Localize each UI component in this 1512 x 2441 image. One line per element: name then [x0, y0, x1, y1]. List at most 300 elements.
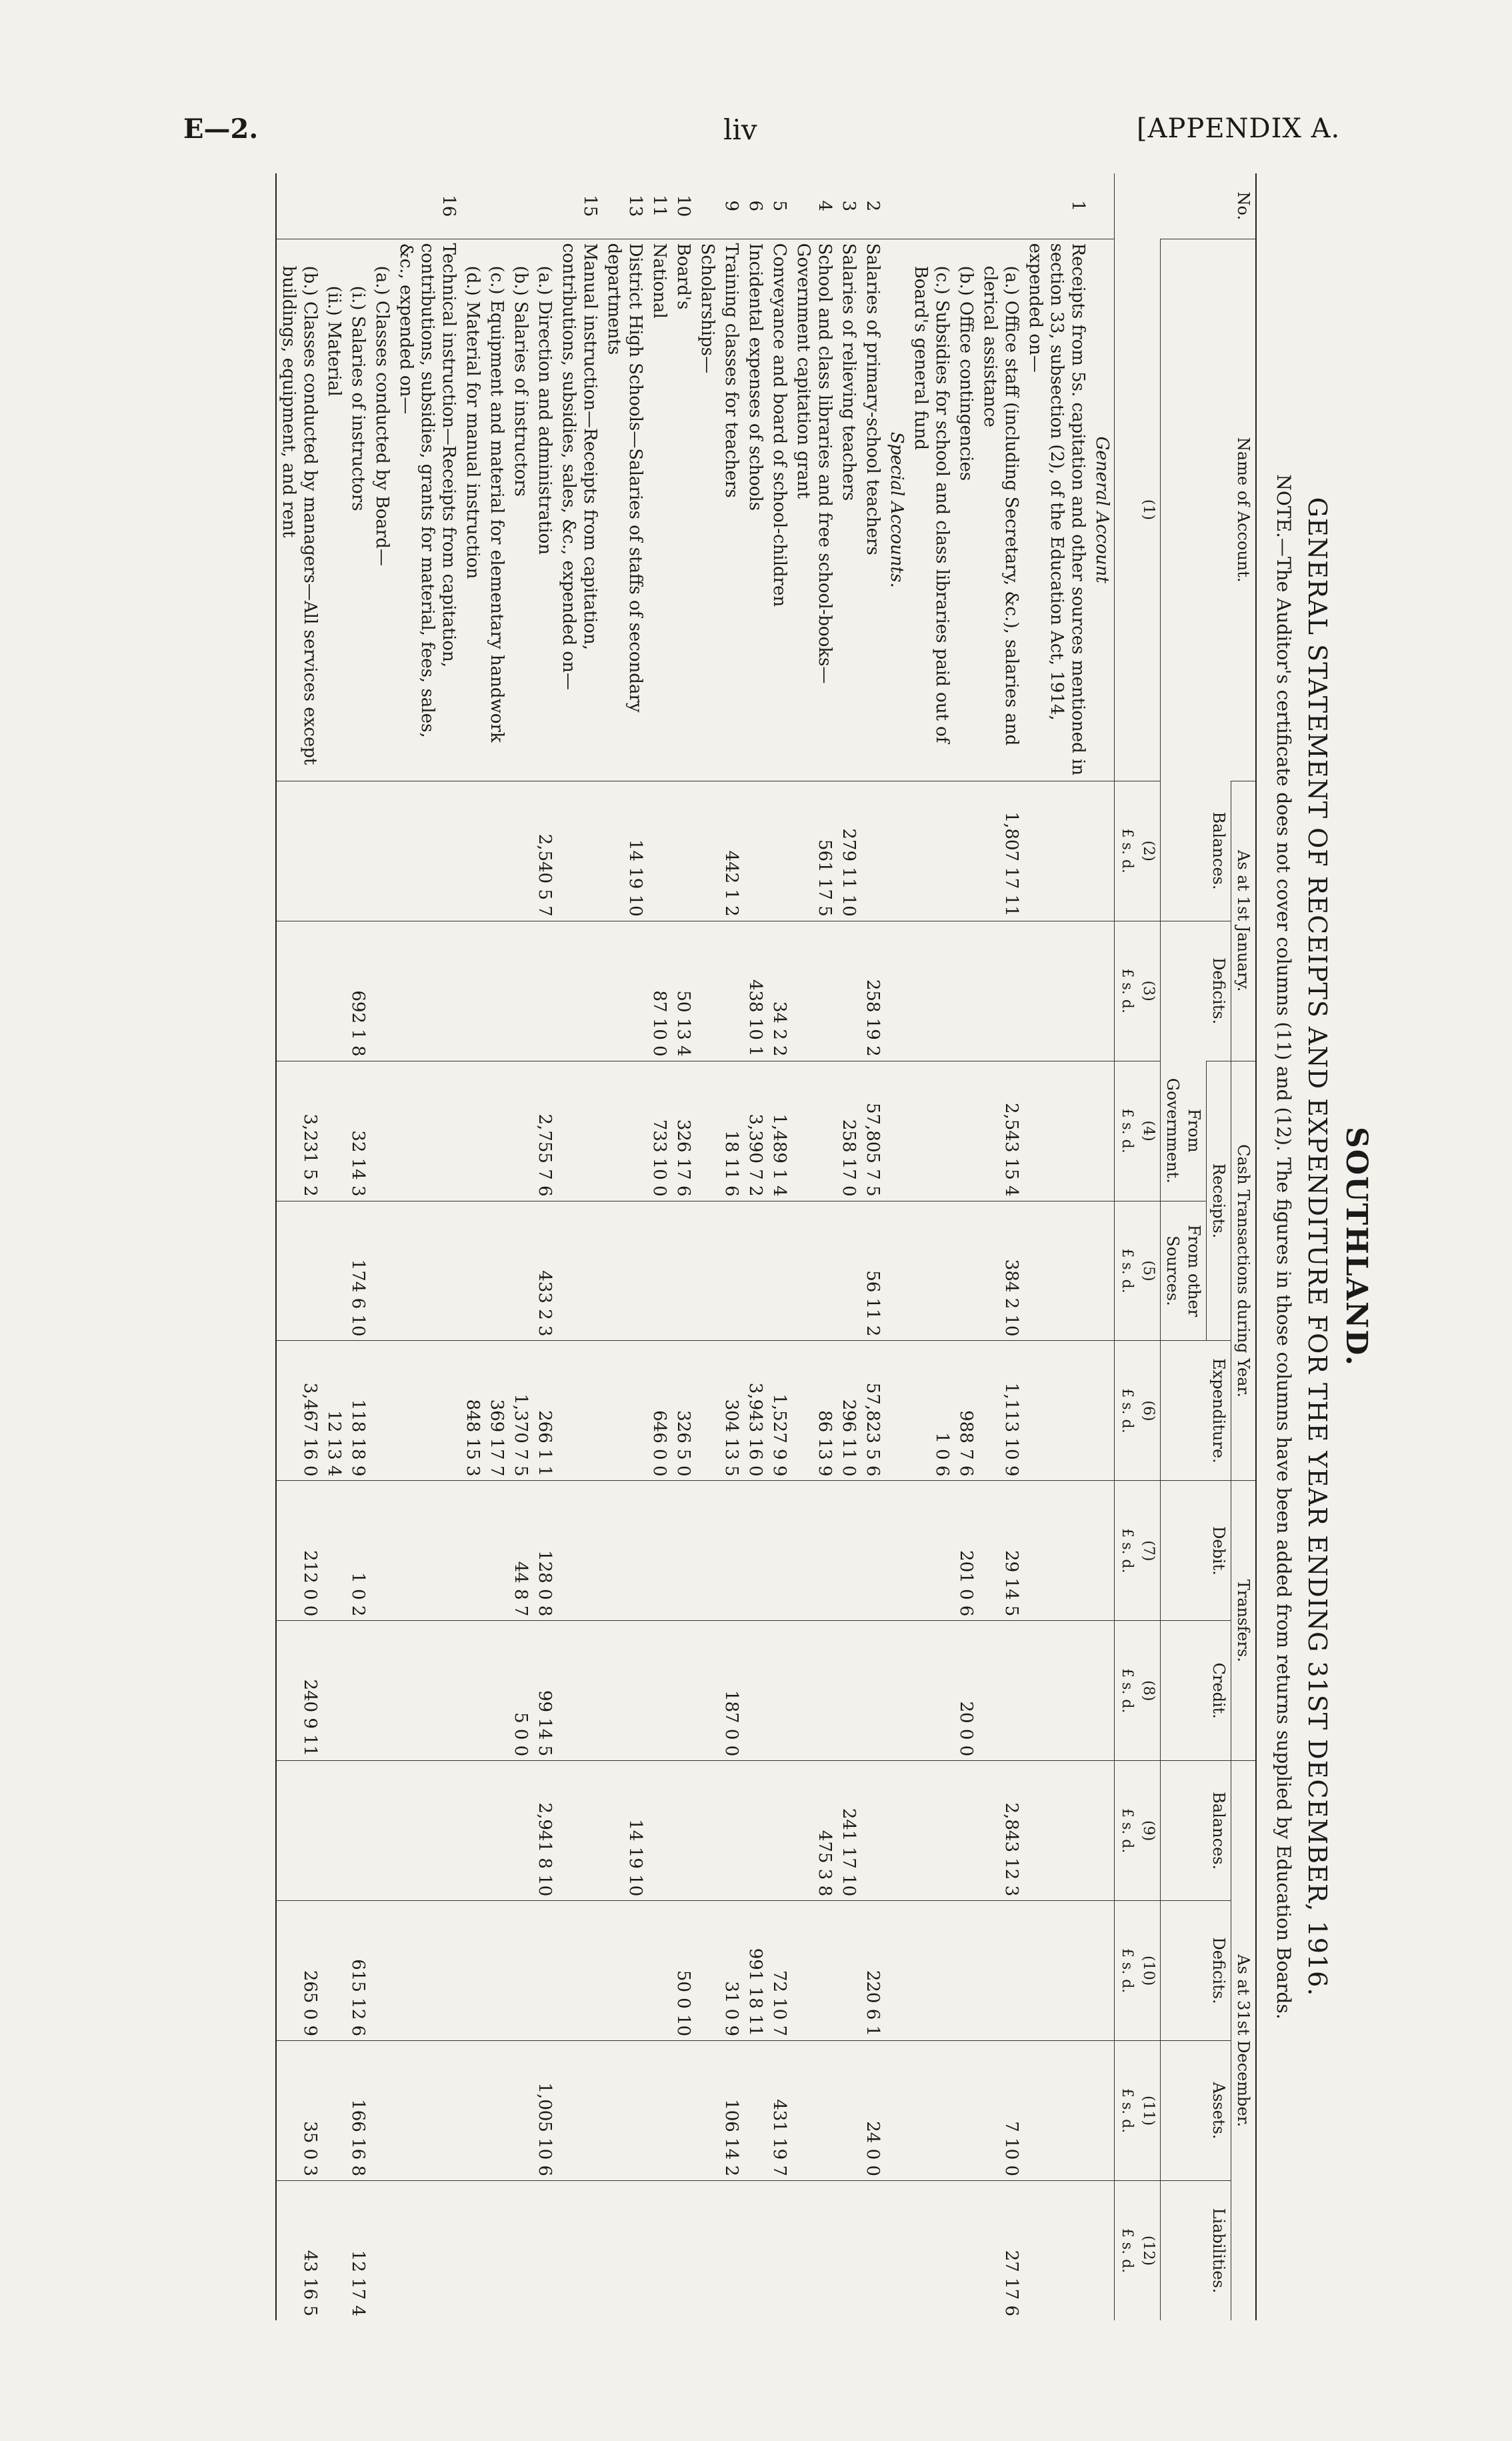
amount-cell: 3,943 16 0: [743, 1341, 767, 1481]
amount-cell: [557, 2041, 602, 2181]
amount-cell: [647, 1901, 671, 2041]
amount-cell: [695, 1621, 719, 1761]
table-row: [509, 173, 533, 2320]
row-number: [533, 173, 557, 239]
amount-cell: 7 10 0: [978, 2041, 1023, 2181]
amount-cell: 241 17 10: [837, 1761, 861, 1901]
amount-cell: 31 0 9: [719, 1901, 743, 2041]
amount-cell: [485, 2180, 509, 2320]
amount-cell: [509, 2041, 533, 2181]
amount-cell: [394, 1901, 461, 2041]
amount-cell: [557, 1621, 602, 1761]
amount-cell: 2,543 15 4: [978, 1061, 1023, 1201]
col-num-11: (11) £ s. d.: [1115, 2041, 1161, 2181]
amount-cell: [322, 2041, 346, 2181]
amount-cell: [322, 1481, 346, 1621]
amount-cell: 692 1 8: [346, 921, 370, 1061]
amount-cell: [767, 1621, 791, 1761]
amount-cell: [276, 1761, 322, 1901]
amount-cell: [767, 1201, 791, 1341]
amount-cell: 118 18 9: [346, 1341, 370, 1481]
amount-cell: [461, 921, 485, 1061]
table-row: [647, 173, 671, 2320]
table-row: [394, 173, 461, 2320]
table-row: [954, 173, 978, 2320]
amount-cell: [557, 921, 602, 1061]
row-number: 15: [580, 195, 600, 217]
account-name: (b.) Salaries of instructors: [509, 239, 533, 781]
amount-cell: 86 13 9: [791, 1341, 837, 1481]
amount-cell: [954, 1201, 978, 1341]
account-name: Receipts from 5s. capitation and other sources mentioned in section 33, subsection (2), of the Education Act, 1914, expended on—: [1023, 239, 1090, 781]
amount-cell: [909, 1481, 954, 1621]
amount-cell: [767, 1481, 791, 1621]
amount-cell: 43 16 5: [276, 2180, 322, 2320]
account-name: School and class libraries and free school-books—Government capitation grant: [791, 239, 837, 781]
col-num-6: (6) £ s. d.: [1115, 1341, 1161, 1481]
amount-cell: 187 0 0: [719, 1621, 743, 1761]
table-row: [322, 173, 346, 2320]
amount-cell: [322, 1901, 346, 2041]
amount-cell: 72 10 7: [767, 1901, 791, 2041]
amount-cell: [461, 1621, 485, 1761]
amount-cell: 24 0 0: [861, 2041, 885, 2181]
amount-cell: [791, 2180, 837, 2320]
amount-cell: [1023, 781, 1090, 921]
amount-cell: [978, 921, 1023, 1061]
col-debit: Debit.: [1161, 1481, 1231, 1621]
amount-cell: 848 15 3: [461, 1341, 485, 1481]
amount-cell: 1,113 10 9: [978, 1341, 1023, 1481]
amount-cell: [1090, 1481, 1115, 1621]
table-row: [461, 173, 485, 2320]
row-number: [1090, 173, 1115, 239]
amount-cell: [1090, 1341, 1115, 1481]
amount-cell: [1023, 2041, 1090, 2181]
amount-cell: [791, 1621, 837, 1761]
amount-cell: [695, 1761, 719, 1901]
row-number: 1: [1068, 200, 1088, 212]
account-name: (a.) Direction and administration: [533, 239, 557, 781]
account-name: Board's: [671, 239, 695, 781]
amount-cell: [719, 2180, 743, 2320]
amount-cell: 1,489 1 4: [767, 1061, 791, 1201]
amount-cell: 3,390 7 2: [743, 1061, 767, 1201]
amount-cell: [1090, 1621, 1115, 1761]
amount-cell: [791, 1481, 837, 1621]
amount-cell: [861, 1621, 885, 1761]
amount-cell: [885, 1621, 909, 1761]
amount-cell: 3,467 16 0: [276, 1341, 322, 1481]
col-from-other: From other Sources.: [1161, 1201, 1207, 1341]
table-row: [276, 173, 322, 2320]
amount-cell: 34 2 2: [767, 921, 791, 1061]
amount-cell: 475 3 8: [791, 1761, 837, 1901]
amount-cell: [695, 1201, 719, 1341]
amount-cell: 615 12 6: [346, 1901, 370, 2041]
amount-cell: [322, 1061, 346, 1201]
amount-cell: [909, 1621, 954, 1761]
amount-cell: [719, 1481, 743, 1621]
amount-cell: 304 13 5: [719, 1341, 743, 1481]
amount-cell: [791, 1201, 837, 1341]
amount-cell: [719, 921, 743, 1061]
amount-cell: [743, 1761, 767, 1901]
amount-cell: [695, 781, 719, 921]
amount-cell: [861, 781, 885, 921]
amount-cell: [276, 781, 322, 921]
amount-cell: [885, 2180, 909, 2320]
amount-cell: [1023, 1341, 1090, 1481]
amount-cell: [954, 1901, 978, 2041]
amount-cell: [743, 1481, 767, 1621]
amount-cell: [346, 1761, 370, 1901]
amount-cell: [1090, 1761, 1115, 1901]
col-balances: Balances.: [1161, 781, 1231, 921]
amount-cell: 57,805 7 5: [861, 1061, 885, 1201]
amount-cell: [837, 2041, 861, 2181]
amount-cell: [671, 2180, 695, 2320]
amount-cell: 561 17 5: [791, 781, 837, 921]
amount-cell: [885, 1901, 909, 2041]
account-name: (c.) Equipment and material for elementary handwork: [485, 239, 509, 781]
amount-cell: [394, 1761, 461, 1901]
amount-cell: [602, 1621, 647, 1761]
amount-cell: 44 8 7: [509, 1481, 533, 1621]
amount-cell: [954, 2041, 978, 2181]
col-balances-dec: Balances.: [1161, 1761, 1231, 1901]
accounts-table: [275, 173, 1257, 2320]
amount-cell: [909, 1901, 954, 2041]
col-from-government: From Government.: [1161, 1061, 1207, 1201]
amount-cell: [461, 1201, 485, 1341]
amount-cell: [370, 781, 394, 921]
amount-cell: 326 17 6: [671, 1061, 695, 1201]
amount-cell: [1090, 1201, 1115, 1341]
amount-cell: [1090, 2180, 1115, 2320]
page-number: liv: [723, 113, 757, 146]
amount-cell: [671, 1201, 695, 1341]
row-number: [322, 173, 346, 239]
amount-cell: 20 0 0: [954, 1621, 978, 1761]
amount-cell: [557, 1341, 602, 1481]
account-name: Training classes for teachers: [719, 239, 743, 781]
amount-cell: 369 17 7: [485, 1341, 509, 1481]
amount-cell: [557, 2180, 602, 2320]
amount-cell: 2,843 12 3: [978, 1761, 1023, 1901]
amount-cell: 50 0 10: [671, 1901, 695, 2041]
amount-cell: [322, 1621, 346, 1761]
amount-cell: [485, 1901, 509, 2041]
amount-cell: 57,823 5 6: [861, 1341, 885, 1481]
table-row: [719, 173, 743, 2320]
amount-cell: [743, 2041, 767, 2181]
amount-cell: [1023, 1201, 1090, 1341]
amount-cell: [557, 1901, 602, 2041]
row-number: 6: [745, 200, 765, 212]
amount-cell: [370, 1621, 394, 1761]
col-assets: Assets.: [1161, 2041, 1231, 2181]
amount-cell: 988 7 6: [954, 1341, 978, 1481]
amount-cell: [837, 1201, 861, 1341]
amount-cell: 1,370 7 5: [509, 1341, 533, 1481]
col-num-5: (5) £ s. d.: [1115, 1201, 1161, 1341]
amount-cell: [394, 1481, 461, 1621]
amount-cell: [557, 781, 602, 921]
amount-cell: [461, 2180, 485, 2320]
amount-cell: 326 5 0: [671, 1341, 695, 1481]
account-name: National: [647, 239, 671, 781]
row-number: [509, 173, 533, 239]
amount-cell: [978, 1901, 1023, 2041]
amount-cell: [743, 1201, 767, 1341]
statement-title: GENERAL STATEMENT OF RECEIPTS AND EXPENDITURE FOR THE YEAR ENDING 31ST DECEMBER, 1916.: [1303, 497, 1332, 1997]
amount-cell: [1023, 1481, 1090, 1621]
amount-cell: [370, 1901, 394, 2041]
amount-cell: 279 11 10: [837, 781, 861, 921]
amount-cell: [743, 1621, 767, 1761]
amount-cell: [533, 1901, 557, 2041]
amount-cell: 174 6 10: [346, 1201, 370, 1341]
amount-cell: [671, 781, 695, 921]
amount-cell: [394, 1341, 461, 1481]
table-row: [1023, 173, 1090, 2320]
account-name: (i.) Salaries of instructors: [346, 239, 370, 781]
amount-cell: [695, 1901, 719, 2041]
account-name: District High Schools—Salaries of staffs of secondary departments: [602, 239, 647, 781]
row-number: 16: [439, 195, 459, 217]
amount-cell: [954, 781, 978, 921]
amount-cell: 27 17 6: [978, 2180, 1023, 2320]
col-num-10: (10) £ s. d.: [1115, 1901, 1161, 2041]
amount-cell: [909, 1061, 954, 1201]
account-name: Incidental expenses of schools: [743, 239, 767, 781]
auditor-note: NOTE.—The Auditor's certificate does not cover columns (11) and (12). The figures in those columns have been added from returns supplied by Education Boards.: [1273, 474, 1295, 2020]
statement-page: [247, 173, 1373, 2320]
amount-cell: 258 19 2: [861, 921, 885, 1061]
table-body: [276, 173, 1115, 2320]
amount-cell: [695, 2180, 719, 2320]
amount-cell: 2,540 5 7: [533, 781, 557, 921]
amount-cell: [602, 1061, 647, 1201]
table-row: [671, 173, 695, 2320]
col-num-1: (1): [1115, 239, 1161, 781]
amount-cell: [743, 781, 767, 921]
amount-cell: [837, 1901, 861, 2041]
amount-cell: [695, 1061, 719, 1201]
amount-cell: [837, 2180, 861, 2320]
amount-cell: 438 10 1: [743, 921, 767, 1061]
col-group-cash: Cash Transactions during Year.: [1231, 1061, 1257, 1481]
col-num-8: (8) £ s. d.: [1115, 1621, 1161, 1761]
amount-cell: 1 0 6: [909, 1341, 954, 1481]
amount-cell: [322, 781, 346, 921]
amount-cell: 99 14 5: [533, 1621, 557, 1761]
amount-cell: [1023, 1901, 1090, 2041]
amount-cell: [602, 921, 647, 1061]
amount-cell: [861, 2180, 885, 2320]
table-row: [602, 173, 647, 2320]
amount-cell: [509, 2180, 533, 2320]
amount-cell: 646 0 0: [647, 1341, 671, 1481]
amount-cell: 265 0 9: [276, 1901, 322, 2041]
amount-cell: 29 14 5: [978, 1481, 1023, 1621]
amount-cell: 50 13 4: [671, 921, 695, 1061]
col-group-receipts: Receipts.: [1207, 1061, 1231, 1341]
amount-cell: 240 9 11: [276, 1621, 322, 1761]
amount-cell: [461, 1061, 485, 1201]
amount-cell: [394, 1621, 461, 1761]
account-name: Salaries of relieving teachers: [837, 239, 861, 781]
amount-cell: [695, 2041, 719, 2181]
amount-cell: [370, 1061, 394, 1201]
amount-cell: [485, 1761, 509, 1901]
amount-cell: 32 14 3: [346, 1061, 370, 1201]
amount-cell: [557, 1201, 602, 1341]
col-credit: Credit.: [1161, 1621, 1231, 1761]
amount-cell: [1090, 1901, 1115, 2041]
amount-cell: [557, 1761, 602, 1901]
amount-cell: [394, 1201, 461, 1341]
amount-cell: [861, 1481, 885, 1621]
amount-cell: [954, 1061, 978, 1201]
amount-cell: [671, 1481, 695, 1621]
region-title: SOUTHLAND.: [1339, 1127, 1373, 1367]
amount-cell: 87 10 0: [647, 921, 671, 1061]
amount-cell: [837, 1481, 861, 1621]
amount-cell: 5 0 0: [509, 1621, 533, 1761]
amount-cell: 384 2 10: [978, 1201, 1023, 1341]
col-num-2: (2) £ s. d.: [1115, 781, 1161, 921]
table-row: [533, 173, 557, 2320]
amount-cell: [322, 921, 346, 1061]
amount-cell: 991 18 11: [743, 1901, 767, 2041]
amount-cell: 35 0 3: [276, 2041, 322, 2181]
amount-cell: 106 14 2: [719, 2041, 743, 2181]
row-number: 5: [769, 200, 789, 212]
col-name: Name of Account.: [1161, 239, 1257, 781]
amount-cell: [485, 1201, 509, 1341]
amount-cell: [485, 2041, 509, 2181]
account-name: General Account: [1090, 239, 1115, 781]
account-name: (ii.) Material: [322, 239, 346, 781]
amount-cell: [954, 2180, 978, 2320]
table-row: [861, 173, 885, 2320]
amount-cell: 128 0 8: [533, 1481, 557, 1621]
col-num-3: (3) £ s. d.: [1115, 921, 1161, 1061]
amount-cell: [647, 2041, 671, 2181]
amount-cell: [322, 1201, 346, 1341]
amount-cell: 14 19 10: [602, 781, 647, 921]
account-name: Scholarships—: [695, 239, 719, 781]
table-row: [837, 173, 861, 2320]
row-number: [978, 173, 1023, 239]
amount-cell: [557, 1061, 602, 1201]
amount-cell: [485, 781, 509, 921]
amount-cell: [695, 1481, 719, 1621]
amount-cell: 56 11 2: [861, 1201, 885, 1341]
amount-cell: [719, 1761, 743, 1901]
amount-cell: [276, 921, 322, 1061]
amount-cell: [791, 921, 837, 1061]
amount-cell: [671, 2041, 695, 2181]
amount-cell: [485, 1621, 509, 1761]
amount-cell: [394, 2041, 461, 2181]
amount-cell: [509, 1061, 533, 1201]
amount-cell: 1,527 9 9: [767, 1341, 791, 1481]
amount-cell: [461, 1761, 485, 1901]
table-row: [791, 173, 837, 2320]
account-name: Manual instruction—Receipts from capitation, contributions, subsidies, sales, &c., expended on—: [557, 239, 602, 781]
account-name: Technical instruction—Receipts from capitation, contributions, subsidies, grants for material, fees, sales, &c., expended on—: [394, 239, 461, 781]
amount-cell: [394, 2180, 461, 2320]
table-row: [1090, 173, 1115, 2320]
amount-cell: [695, 921, 719, 1061]
account-name: Special Accounts.: [885, 239, 909, 781]
amount-cell: [978, 1621, 1023, 1761]
page-code: E—2.: [183, 113, 259, 145]
row-number: [885, 173, 909, 239]
amount-cell: [954, 1761, 978, 1901]
amount-cell: [557, 1481, 602, 1621]
amount-cell: [509, 1901, 533, 2041]
amount-cell: [1023, 2180, 1090, 2320]
row-number: [346, 173, 370, 239]
amount-cell: [885, 1341, 909, 1481]
amount-cell: [861, 1761, 885, 1901]
row-number: [909, 173, 954, 239]
amount-cell: [602, 1901, 647, 2041]
amount-cell: [791, 1901, 837, 2041]
amount-cell: [370, 2041, 394, 2181]
amount-cell: [394, 921, 461, 1061]
table-row: [909, 173, 954, 2320]
account-name: (c.) Subsidies for school and class libraries paid out of Board's general fund: [909, 239, 954, 781]
amount-cell: [485, 921, 509, 1061]
amount-cell: [719, 1201, 743, 1341]
table-row: [557, 173, 602, 2320]
amount-cell: 12 13 4: [322, 1341, 346, 1481]
amount-cell: [509, 921, 533, 1061]
amount-cell: 201 0 6: [954, 1481, 978, 1621]
table-row: [695, 173, 719, 2320]
amount-cell: 733 10 0: [647, 1061, 671, 1201]
row-number: 11: [649, 195, 669, 217]
table-row: [978, 173, 1023, 2320]
amount-cell: 442 1 2: [719, 781, 743, 921]
amount-cell: 2,755 7 6: [533, 1061, 557, 1201]
table-row: [767, 173, 791, 2320]
amount-cell: [370, 2180, 394, 2320]
amount-cell: [1090, 2041, 1115, 2181]
table-row: [743, 173, 767, 2320]
amount-cell: [276, 1201, 322, 1341]
col-group-dec: As at 31st December.: [1231, 1761, 1257, 2320]
amount-cell: 18 11 6: [719, 1061, 743, 1201]
amount-cell: [647, 1621, 671, 1761]
row-number: [954, 173, 978, 239]
account-name: (a.) Classes conducted by Board—: [370, 239, 394, 781]
amount-cell: [647, 1481, 671, 1621]
amount-cell: [602, 1341, 647, 1481]
amount-cell: 296 11 0: [837, 1341, 861, 1481]
row-number: [461, 173, 485, 239]
amount-cell: [909, 2180, 954, 2320]
amount-cell: [767, 1761, 791, 1901]
amount-cell: 220 6 1: [861, 1901, 885, 2041]
col-num-12: (12) £ s. d.: [1115, 2180, 1161, 2320]
col-liabilities: Liabilities.: [1161, 2180, 1231, 2320]
